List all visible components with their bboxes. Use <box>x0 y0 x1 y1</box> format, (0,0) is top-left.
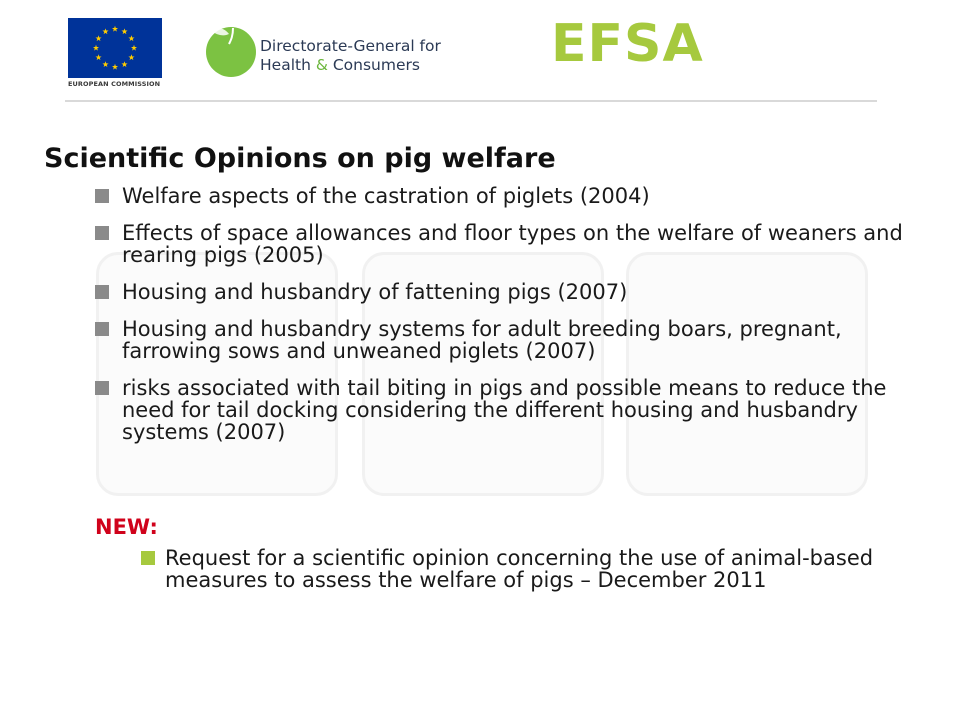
dg-line1: Directorate-General for <box>260 37 441 55</box>
dg-line2-consumers: Consumers <box>327 56 420 74</box>
european-commission-logo <box>68 18 162 90</box>
list-item-text: Housing and husbandry systems for adult breeding boars, pregnant, farrowing sows and unweaned piglets (2007) <box>122 317 842 363</box>
efsa-wordmark: EFSA <box>551 14 704 74</box>
new-label: NEW: <box>95 515 158 539</box>
dg-line2-health: Health <box>260 56 316 74</box>
bullet-square-icon <box>95 285 109 299</box>
list-item <box>141 547 911 591</box>
list-item <box>95 185 915 207</box>
new-requests-list <box>141 547 911 591</box>
apple-leaf-icon <box>203 22 259 78</box>
eu-flag-icon <box>68 18 162 78</box>
opinions-list <box>95 185 915 458</box>
list-item-text: Effects of space allowances and floor types on the welfare of weaners and rearing pigs (2005) <box>122 221 903 267</box>
bullet-square-icon <box>141 551 155 565</box>
eu-caption: EUROPEAN COMMISSION <box>68 80 161 88</box>
list-item-text: risks associated with tail biting in pigs and possible means to reduce the need for tail docking considering the different housing and husbandry systems (2007) <box>122 376 887 444</box>
dg-line2 <box>260 56 441 75</box>
bullet-square-icon <box>95 322 109 336</box>
list-item <box>95 222 915 266</box>
dg-health-consumers-logo <box>203 20 443 80</box>
bullet-square-icon <box>95 189 109 203</box>
bullet-square-icon <box>95 381 109 395</box>
header-divider <box>65 100 877 102</box>
list-item <box>95 281 915 303</box>
dg-ampersand: & <box>315 56 328 74</box>
list-item-text: Housing and husbandry of fattening pigs (2007) <box>122 280 628 304</box>
list-item-text: Welfare aspects of the castration of piglets (2004) <box>122 184 650 208</box>
list-item <box>95 318 915 362</box>
bullet-square-icon <box>95 226 109 240</box>
list-item-text: Request for a scientific opinion concerning the use of animal-based measures to assess the welfare of pigs – December 2011 <box>165 546 874 592</box>
slide-title: Scientific Opinions on pig welfare <box>44 143 556 174</box>
dg-name <box>260 37 441 75</box>
list-item <box>95 377 915 443</box>
